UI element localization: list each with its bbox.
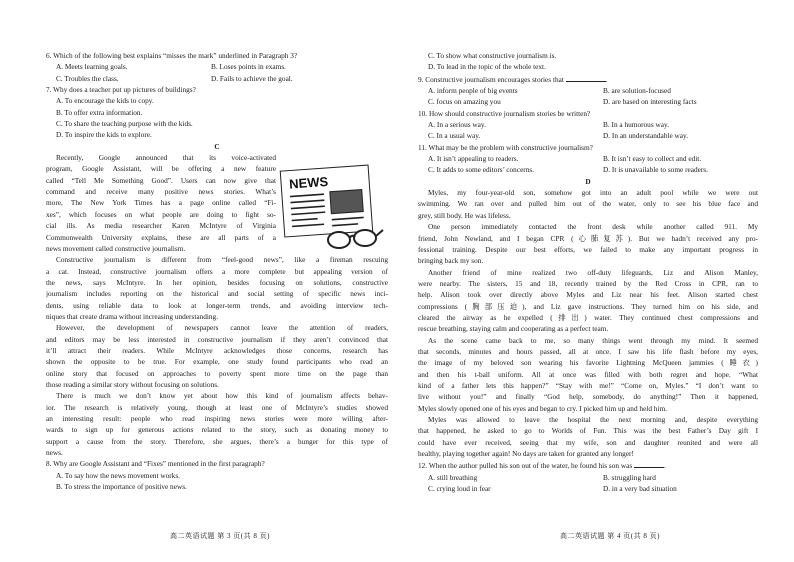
page-footer-right: 高二英语试题 第 4 页(共 8 页) (560, 532, 660, 540)
question-11-options-row1 (418, 153, 758, 164)
text-line: Myles slowly opened one of his eyes and began to cry. I picked him up and held him. (418, 403, 667, 413)
question-6-options-row2 (46, 73, 388, 84)
text-line: bringing back my son. (418, 256, 484, 266)
option[interactable]: A. inform people of big events (428, 86, 518, 96)
text-line: As the scene came back to me, so many things went through my mind. It seemed (428, 335, 758, 345)
text-line: news. (46, 448, 63, 458)
section-d-heading: D (585, 176, 591, 186)
text-line: Recently, Google announced that its voice-activated (56, 153, 276, 163)
option[interactable]: A. It isn’t appealing to readers. (428, 154, 519, 164)
eyeglasses-icon (328, 230, 383, 248)
right-page (418, 50, 758, 494)
text-line: cial ills. As media researcher Karen McIntyre of Virginia (46, 221, 276, 231)
text-line: the image of my beloved son wearing his favorite Lightning McQueen jammies (睡衣) (418, 358, 758, 368)
text-line: the news, says McIntyre. In her opinion, besides focusing on solutions, constructive (46, 277, 388, 287)
option[interactable]: A. To encourage the kids to copy. (56, 96, 154, 106)
option[interactable]: B. struggling hard (603, 472, 656, 482)
option[interactable]: B. are solution-focused (603, 86, 671, 96)
text-line: it’ll attract their readers. While McIntyre acknowledges those concerns, research has (46, 345, 388, 355)
option[interactable]: D. To inspire the kids to explore. (56, 130, 152, 140)
option[interactable]: D. To lead in the topic of the whole text. (428, 62, 546, 72)
passage-d-paragraph-2 (418, 221, 758, 266)
option[interactable]: B. Loses points in exams. (211, 62, 286, 72)
question-9-options-row1 (418, 85, 758, 96)
option[interactable]: D. are based on interesting facts (603, 97, 697, 107)
question-7-stem: 7. Why does a teacher put up pictures of buildings? (46, 85, 196, 95)
question-8-stem: 8. Why are Google Assistant and “Fixes” mentioned in the first paragraph? (46, 459, 265, 469)
text-line: news movement called constructive journalism. (46, 243, 186, 253)
passage-d-paragraph-4 (418, 335, 758, 414)
passage-c-paragraph-3 (46, 322, 388, 390)
option[interactable]: B. To stress the importance of positive news. (56, 482, 187, 492)
text-line: could have ever received, seeing that my wife, son and daughter reunited and were all (418, 437, 758, 447)
option[interactable]: D. in a very bad situation (603, 484, 677, 494)
question-12-options-row1 (418, 472, 758, 483)
text-line: more, The New York Times has a page online called “Fi- (46, 198, 276, 208)
text-line: program, Google Assistant, will be offering a new feature (46, 164, 276, 174)
option[interactable]: B. In a humorous way. (603, 120, 669, 130)
text-line: ior. The research is relatively young, though at least one of McIntyre’s studies showed (46, 402, 388, 412)
text-line: There is much we don’t know yet about how this kind of journalism affects behav- (56, 391, 388, 401)
option[interactable]: A. In a serious way. (428, 120, 486, 130)
page-footer-left: 高二英语试题 第 3 页(共 8 页) (170, 532, 270, 540)
text-line: Constructive journalism is different from “feel-good news”, like a fireman rescuing (56, 255, 388, 265)
text-line: friend, John Newland, and I began CPR (心肺复苏). But we hadn’t received any pro- (418, 233, 758, 243)
question-6-options-row1 (46, 61, 388, 72)
text-line: cleared the airway as he expelled (排出) water. They continued chest compressions and (418, 312, 758, 322)
option[interactable]: C. crying loud in fear (428, 484, 491, 494)
text-line: called “Tell Me Something Good”. Users can now give that (46, 175, 276, 185)
text-line: were nearby. The sisters, 15 and 18, recently trained by the Red Cross in CPR, ran to (418, 278, 758, 288)
text-line: support a cause from the story. Therefore, she argues, there’s a hunger for this type of (46, 436, 388, 446)
passage-d-paragraph-5 (418, 414, 758, 459)
answer-blank[interactable] (566, 73, 606, 82)
text-line: However, the development of newspapers cannot leave the attention of readers, (56, 323, 388, 333)
section-c-heading: C (214, 141, 220, 151)
text-line: rescue breathing, staying calm and cooperating as a perfect team. (418, 324, 609, 334)
option[interactable]: C. Troubles the class. (56, 73, 119, 83)
question-10-stem: 10. How should constructive journalism stories be written? (418, 108, 591, 118)
option[interactable]: C. It adds to some editors’ concerns. (428, 165, 535, 175)
option[interactable]: B. To offer extra information. (56, 107, 143, 117)
text-line: that happened, he asked to go to Worlds of Fun. This was the best Father’s Day gift I (418, 426, 758, 436)
text-line: those reading a similar story without focusing on solutions. (46, 379, 219, 389)
text-line: shown the opposite to be true. For example, one study found participants who read an (46, 357, 388, 367)
option[interactable]: D. In an understandable way. (603, 131, 689, 141)
text-line: compressions (胸部压迫), and Liz gave instructions. They turned him on his side, and (418, 301, 758, 311)
passage-c-paragraph-2 (46, 254, 388, 322)
option[interactable]: A. To say how the news movement works. (56, 470, 180, 480)
text-line: Another friend of mine realized two off-duty lifeguards, Liz and Alison Manley, (428, 267, 758, 277)
option[interactable]: C. focus on amazing you (428, 97, 501, 107)
passage-d-paragraph-1 (418, 187, 758, 221)
text-line: help. Alison took over directly above Myles and Liz near his feet. Alison started chest (418, 290, 758, 300)
newspaper-photo (330, 190, 363, 214)
text-line: xes”, which focuses on what people are doing to fight so- (46, 209, 276, 219)
text-line: swimming. We ran over and pulled him out of the water, only to see his blue face and (418, 199, 758, 209)
text-line: healthy, playing together again! No days are taken for granted any longer! (418, 449, 634, 459)
text-line: that seconds, minutes and hours passed, all at once. I saw his life flash before my eyes, (418, 346, 758, 356)
option[interactable]: C. To show what constructive journalism is. (428, 51, 557, 60)
left-page (46, 50, 388, 492)
question-12-stem: 12. When the author pulled his son out of the water, he found his son was . (418, 461, 666, 471)
question-10-options-row1 (418, 119, 758, 130)
option[interactable]: A. still breathing (428, 472, 478, 482)
text-line: niques that create drama without increasing understanding. (46, 311, 219, 321)
text-line: a cat. Instead, constructive journalism offers a more complete but appealing version of (46, 266, 388, 276)
question-11-stem: 11. What may be the problem with constructive journalism? (418, 142, 593, 152)
text-line: an interesting result: people who read inspiring news stories were more willing after- (46, 414, 388, 423)
passage-c-paragraph-1 (46, 152, 276, 254)
text-line: wards to sign up for generous actions related to the story, such as donating money to (46, 425, 388, 435)
text-line: and editors may be less interested in constructive journalism if they aren’t convinced that (46, 334, 388, 344)
text-line: Myles, my four-year-old son, somehow got into an adult pool while we were out (428, 188, 758, 198)
option[interactable]: A. Meets learning goals. (56, 62, 128, 72)
option[interactable]: C. To share the teaching purpose with the kids. (56, 119, 193, 129)
text-line: grey, still body. He was lifeless. (418, 210, 511, 220)
text-line: One person immediately contacted the front desk while another called 911. My (428, 222, 758, 232)
news-heading: NEWS (288, 173, 329, 192)
text-line: online story that focused on approaches to poverty spent more time on the page than (46, 368, 388, 378)
text-line: journalism includes reporting on the historical and social setting of specific news inci- (46, 289, 388, 299)
question-9-options-row2 (418, 96, 758, 107)
text-line: Commonwealth University explains, these are all parts of a (46, 232, 276, 242)
option[interactable]: B. It isn’t easy to collect and edit. (603, 154, 702, 164)
question-11-options-row2 (418, 164, 758, 175)
option[interactable]: D. It is unavailable to some readers. (603, 165, 708, 175)
text-line: Myles was allowed to leave the hospital the next morning and, despite everything (428, 415, 758, 424)
text-line: live without you!” and finally “God help, somebody, do anything!” Then it happened, (418, 392, 758, 402)
text-line: command and receive many positive news stories. What’s (46, 187, 276, 197)
question-6-stem: 6. Which of the following best explains “misses the mark” underlined in Paragraph 3? (46, 51, 298, 60)
option[interactable]: C. In a usual way. (428, 131, 481, 141)
passage-c-paragraph-4 (46, 390, 388, 458)
question-9-stem: 9. Constructive journalism encourages stories that . (418, 74, 608, 84)
newspaper-illustration (277, 164, 387, 256)
text-line: kind of a father lets this happen?” “Stay with me!” “Come on, Myles.” “I don’t want to (418, 380, 758, 390)
text-line: dents, using reliable data to look at longer-term trends, and avoiding interview tech- (46, 300, 388, 310)
question-12-options-row2 (418, 483, 758, 494)
text-line: fessional training. Despite our best efforts, we failed to make any important progress in (418, 244, 758, 254)
answer-blank[interactable] (634, 459, 664, 468)
text-line: and then his t-ball uniform. All at once was filled with both regret and hope. “What (418, 369, 758, 379)
question-10-options-row2 (418, 130, 758, 141)
passage-d-paragraph-3 (418, 267, 758, 335)
option[interactable]: D. Fails to achieve the goal. (211, 73, 293, 83)
